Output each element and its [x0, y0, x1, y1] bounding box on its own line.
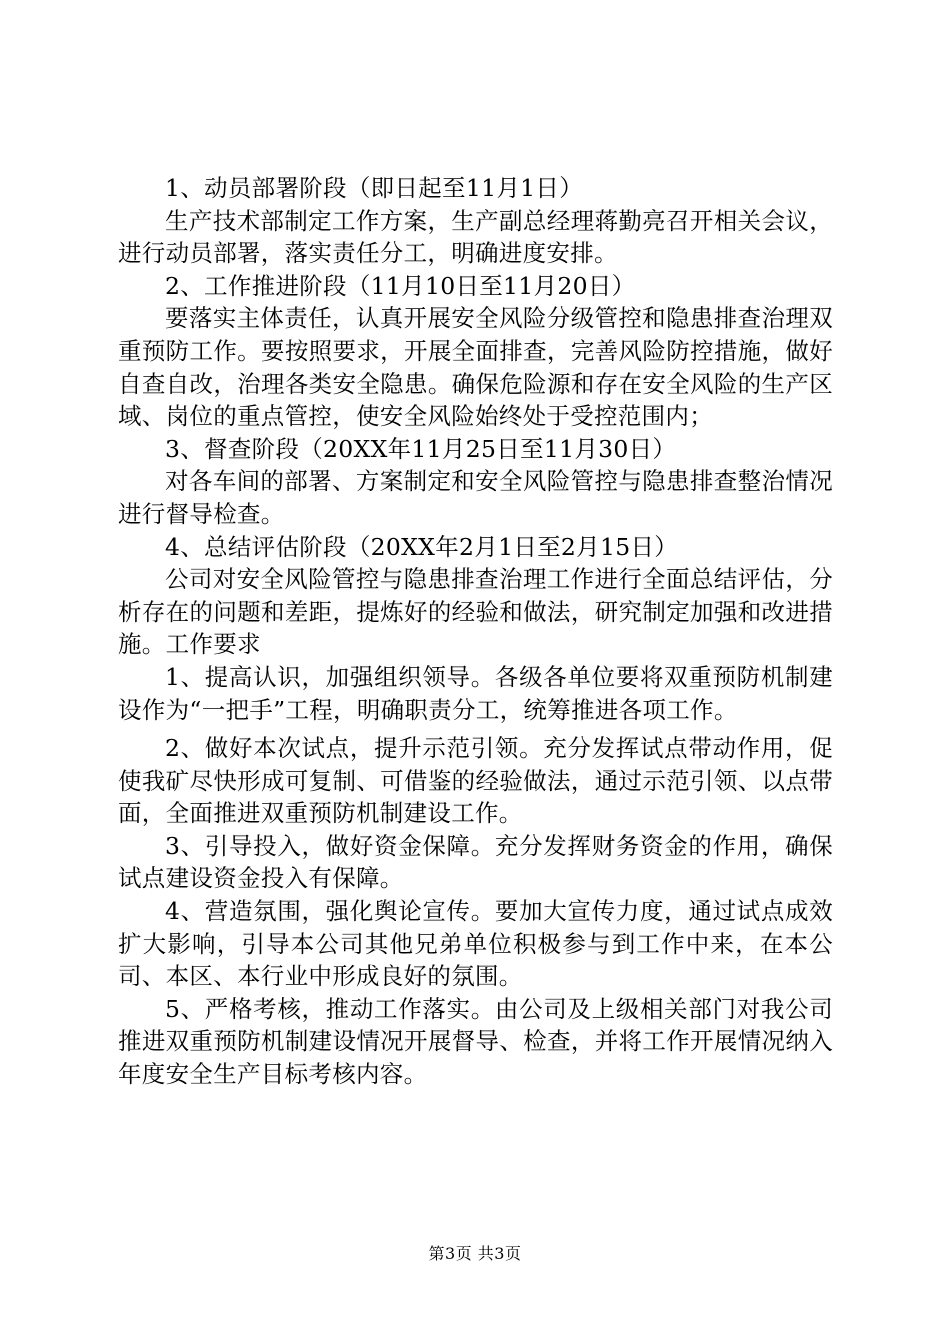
stage-2-heading: 2、工作推进阶段（11月10日至11月20日） [165, 271, 636, 300]
stage-3-text: 对各车间的部署、方案制定和安全风险管控与隐患排查整治情况进行督导检查。 [118, 467, 833, 528]
requirement-2: 2、做好本次试点，提升示范引领。充分发挥试点带动作用，促使我矿尽快形成可复制、可借鉴的经验做法，通过示范引领、以点带面，全面推进双重预防机制建设工作。 [118, 734, 833, 828]
stage-4-text: 公司对安全风险管控与隐患排查治理工作进行全面总结评估，分析存在的问题和差距，提炼好的经验和做法，研究制定加强和改进措施。工作要求 [118, 565, 833, 659]
stage-2-text: 要落实主体责任，认真开展安全风险分级管控和隐患排查治理双重预防工作。要按照要求，开展全面排查，完善风险防控措施，做好自查自改，治理各类安全隐患。确保危险源和存在安全风险的生产区域、岗位的重点管控，使安全风险始终处于受控范围内； [118, 304, 833, 431]
document-body [118, 172, 833, 1091]
requirement-3: 3、引导投入，做好资金保障。充分发挥财务资金的作用，确保试点建设资金投入有保障。 [118, 831, 833, 893]
requirement-4: 4、营造氛围，强化舆论宣传。要加大宣传力度，通过试点成效扩大影响，引导本公司其他兄弟单位积极参与到工作中来，在本公司、本区、本行业中形成良好的氛围。 [118, 897, 833, 991]
stage-4-heading: 4、总结评估阶段（20XX年2月1日至2月15日） [165, 532, 679, 561]
stage-1-text: 生产技术部制定工作方案，生产副总经理蒋勤亮召开相关会议，进行动员部署，落实责任分工，明确进度安排。 [118, 206, 833, 268]
stage-1-heading: 1、动员部署阶段（即日起至11月1日） [165, 174, 584, 202]
page-number-footer: 第3页 共3页 [428, 1244, 522, 1263]
requirement-1: 1、提高认识，加强组织领导。各级各单位要将双重预防机制建设作为“一把手”工程，明确职责分工，统筹推进各项工作。 [118, 662, 833, 724]
requirement-5: 5、严格考核，推动工作落实。由公司及上级相关部门对我公司推进双重预防机制建设情况开展督导、检查，并将工作开展情况纳入年度安全生产目标考核内容。 [118, 994, 833, 1089]
stage-3-heading: 3、督查阶段（20XX年11月25日至11月30日） [165, 434, 677, 463]
